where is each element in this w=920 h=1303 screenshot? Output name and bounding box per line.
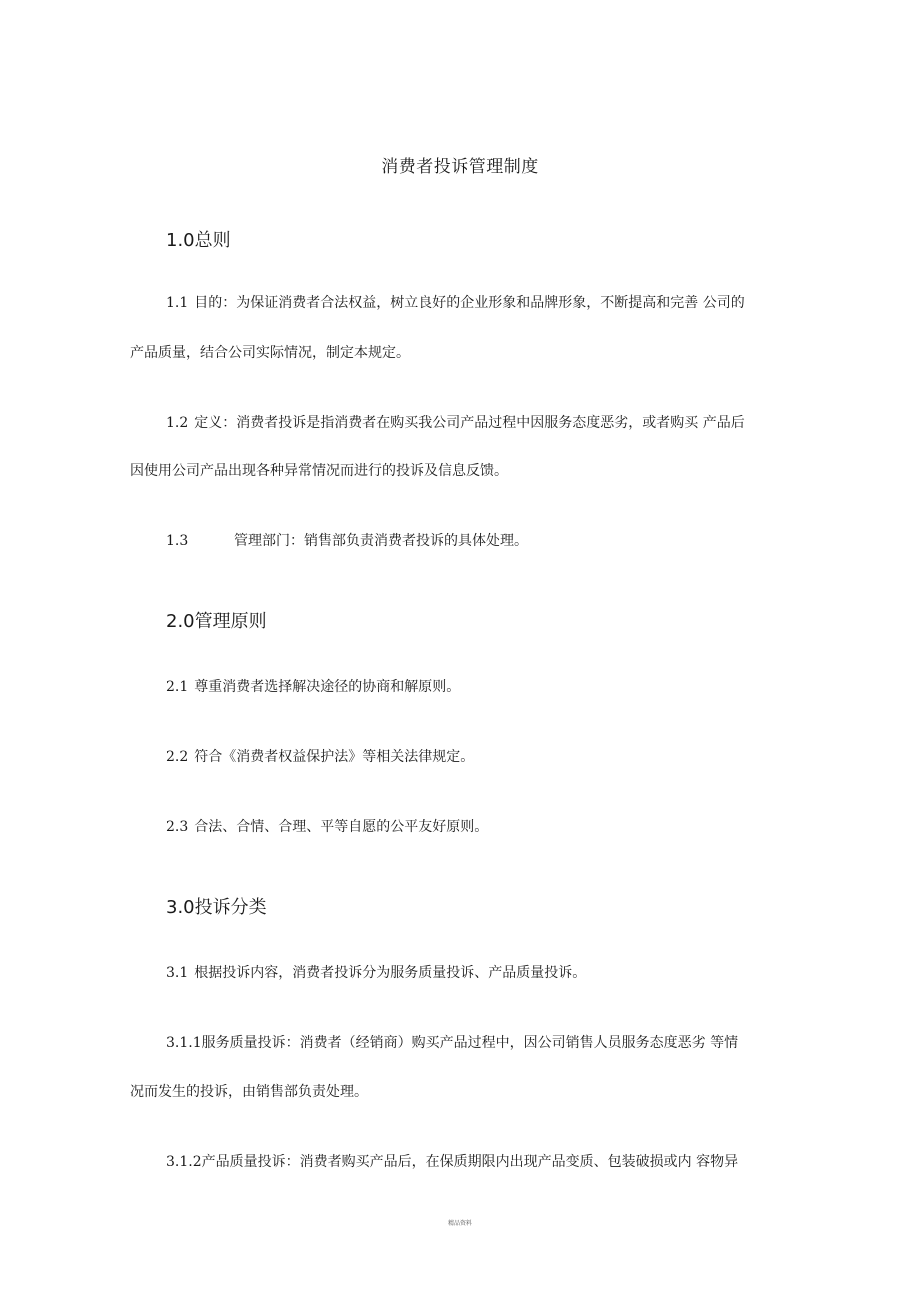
paragraph-3-1-2 — [166, 1151, 738, 1171]
clause-number: 3.1.1 — [166, 1035, 202, 1051]
clause-number: 2.2 — [166, 749, 189, 765]
paragraph-3-1 — [166, 962, 586, 982]
clause-number: 3.1.2 — [166, 1154, 202, 1170]
section-heading-principles: 2.0管理原则 — [166, 611, 267, 632]
clause-text: 定义：消费者投诉是指消费者在购买我公司产品过程中因服务态度恶劣，或者购买 产品后 — [194, 415, 745, 431]
clause-text: 产品质量投诉：消费者购买产品后，在保质期限内出现产品变质、包装破损或内 容物异 — [201, 1154, 739, 1170]
paragraph-3-1-1-continued: 况而发生的投诉，由销售部负责处理。 — [130, 1084, 368, 1100]
paragraph-2-1 — [166, 676, 460, 696]
clause-text: 服务质量投诉：消费者（经销商）购买产品过程中，因公司销售人员服务态度恶劣 等情 — [201, 1035, 739, 1051]
clause-number: 1.3 — [166, 533, 189, 549]
clause-text: 根据投诉内容，消费者投诉分为服务质量投诉、产品质量投诉。 — [194, 965, 587, 981]
section-heading-general: 1.0总则 — [166, 230, 231, 251]
paragraph-3-1-1 — [166, 1032, 738, 1052]
paragraph-1-2 — [166, 412, 745, 432]
clause-text: 尊重消费者选择解决途径的协商和解原则。 — [194, 679, 461, 695]
paragraph-2-3 — [166, 816, 488, 836]
clause-number: 2.1 — [166, 679, 189, 695]
paragraph-1-3 — [166, 530, 528, 550]
clause-text: 符合《消费者权益保护法》等相关法律规定。 — [194, 749, 475, 765]
clause-text: 管理部门：销售部负责消费者投诉的具体处理。 — [234, 533, 528, 549]
clause-text: 目的：为保证消费者合法权益，树立良好的企业形象和品牌形象，不断提高和完善 公司的 — [194, 295, 745, 311]
clause-text: 合法、合情、合理、平等自愿的公平友好原则。 — [194, 819, 489, 835]
document-title: 消费者投诉管理制度 — [381, 157, 539, 177]
page-footer: 精品资料 — [447, 1220, 472, 1227]
clause-number: 3.1 — [166, 965, 189, 981]
clause-number: 1.1 — [166, 295, 189, 311]
paragraph-1-1 — [166, 292, 745, 312]
paragraph-1-1-continued: 产品质量，结合公司实际情况，制定本规定。 — [130, 345, 410, 361]
paragraph-1-2-continued: 因使用公司产品出现各种异常情况而进行的投诉及信息反馈。 — [130, 463, 508, 479]
section-heading-classification: 3.0投诉分类 — [166, 897, 267, 918]
paragraph-2-2 — [166, 746, 474, 766]
clause-number: 1.2 — [166, 415, 189, 431]
clause-number: 2.3 — [166, 819, 189, 835]
